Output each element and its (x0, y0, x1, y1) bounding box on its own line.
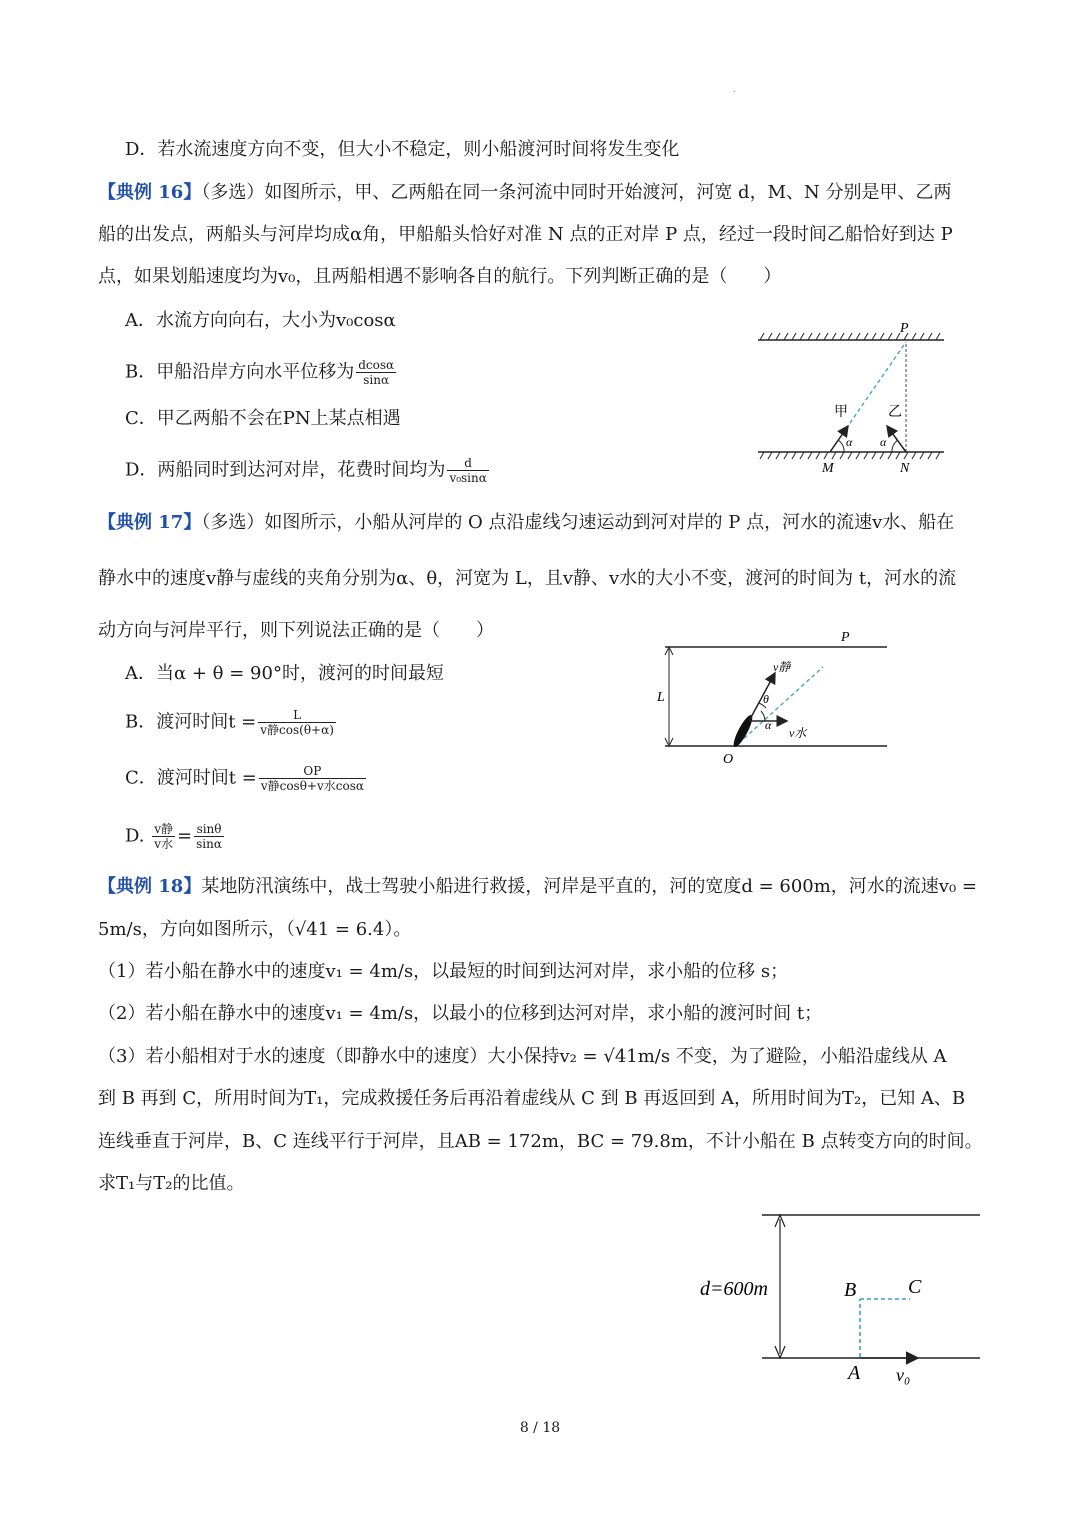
label-n: N (900, 461, 910, 476)
fraction-numerator: d (447, 456, 488, 471)
equals-sign: = (177, 825, 193, 847)
label-d: d=600m (700, 1278, 768, 1300)
bottom-bank-hatch (760, 452, 940, 459)
label-l: L (657, 690, 665, 705)
fraction-denominator: sinα (363, 373, 390, 387)
label-m: M (822, 461, 834, 476)
label-c: C (908, 1276, 922, 1298)
example-16-line-3: 点，如果划船速度均为v₀，且两船相遇不影响各自的航行。下列判断正确的是（ ） (98, 266, 782, 287)
example-18-question-1: （1）若小船在静水中的速度v₁ = 4m/s，以最短的时间到达河对岸，求小船的位移 s； (98, 961, 789, 982)
option-b-text: B．甲船沿岸方向水平位移为 (125, 361, 355, 383)
label-a: A (848, 1362, 861, 1384)
example-16-option-a: A．水流方向向右，大小为v₀cosα (125, 310, 396, 331)
option-d-left-fraction (152, 822, 175, 851)
option-c-fraction (259, 764, 366, 793)
option-b-fraction (258, 708, 336, 737)
label-b: B (844, 1279, 857, 1301)
label-v-still: v静 (773, 660, 791, 674)
example-18-question-3-line-3: 连线垂直于河岸，B、C 连线平行于河岸，且AB = 172m，BC = 79.8m，不计小船在 B 点转变方向的时间。 (98, 1131, 983, 1152)
example-16-text-1: （多选）如图所示，甲、乙两船在同一条河流中同时开始渡河，河宽 d，M、N 分别是甲、乙两 (201, 182, 952, 203)
example-17-line-2: 静水中的速度v静与虚线的夹角分别为α、θ，河宽为 L，且v静、v水的大小不变，渡河的时间为 t，河水的流 (98, 568, 957, 589)
option-c-text: C．渡河时间t = (125, 767, 257, 789)
fraction-denominator: v静cos(θ+α) (260, 723, 334, 737)
example-17-tag: 【典例 17】 (98, 512, 202, 533)
example-18-question-3-line-1: （3）若小船相对于水的速度（即静水中的速度）大小保持v₂ = √41m/s 不变，为了避险，小船沿虚线从 A (98, 1046, 947, 1067)
label-p: P (900, 321, 909, 336)
example-17-option-a: A．当α + θ = 90°时，渡河的时间最短 (125, 663, 444, 684)
fraction-numerator: dcosα (358, 358, 395, 372)
example-17-line-1 (98, 512, 954, 534)
top-bank-hatch (760, 333, 940, 340)
example-18-line-2: 5m/s，方向如图所示，（√41 = 6.4）。 (98, 919, 412, 940)
example-16-option-b (125, 358, 398, 387)
example-17-option-d (125, 822, 226, 851)
example-16-option-c: C．甲乙两船不会在PN上某点相遇 (125, 408, 401, 429)
figure-16-river-diagram (750, 318, 950, 478)
option-d-prev: D．若水流速度方向不变，但大小不稳定，则小船渡河时间将发生变化 (125, 139, 680, 160)
label-alpha-m: α (846, 435, 853, 449)
fraction-numerator: sinθ (194, 822, 224, 837)
option-d-right-fraction (194, 822, 224, 851)
example-18-question-2: （2）若小船在静水中的速度v₁ = 4m/s，以最小的位移到达河对岸，求小船的渡河时间 t； (98, 1003, 823, 1024)
option-d-text: D. (125, 825, 145, 847)
fraction-numerator: OP (259, 764, 366, 779)
label-p: P (841, 630, 850, 645)
option-d-text: D．两船同时到达河对岸，花费时间均为 (125, 459, 446, 481)
example-16-option-d (125, 456, 491, 485)
example-18-line-1 (98, 876, 977, 898)
example-17-text-1: （多选）如图所示，小船从河岸的 O 点沿虚线匀速运动到河对岸的 P 点，河水的流速v水、船在 (201, 512, 955, 533)
option-d-fraction (447, 456, 488, 485)
example-17-option-c (125, 764, 368, 793)
example-17-option-b (125, 708, 338, 737)
fraction-denominator: sinα (196, 837, 222, 851)
figure-18-river-diagram (690, 1205, 990, 1395)
example-18-tag: 【典例 18】 (98, 876, 202, 897)
header-mark: . (733, 84, 737, 95)
fraction-denominator: v静cosθ+v水cosα (260, 779, 364, 793)
fraction-numerator: v静 (154, 822, 174, 836)
label-v-water: v水 (789, 726, 807, 740)
page-number: 8 / 18 (519, 1420, 561, 1436)
figure-17-river-diagram (655, 625, 895, 770)
label-alpha: α (765, 718, 772, 732)
example-18-question-3-line-4: 求T₁与T₂的比值。 (98, 1173, 245, 1194)
label-o: O (723, 752, 734, 767)
example-16-tag: 【典例 16】 (98, 182, 202, 203)
example-18-question-3-line-2: 到 B 再到 C，所用时间为T₁，完成救援任务后再沿着虚线从 C 到 B 再返回到 A，所用时间为T₂，已知 A、B (98, 1088, 966, 1109)
label-jia: 甲 (834, 405, 848, 420)
path-o-to-p (739, 667, 823, 743)
angle-arc-m (838, 440, 844, 452)
example-16-line-2: 船的出发点，两船头与河岸均成α角，甲船船头恰好对准 N 点的正对岸 P 点，经过一段时间乙船恰好到达 P (98, 224, 953, 245)
example-18-text-1: 某地防汛演练中，战士驾驶小船进行救援，河岸是平直的，河的宽度d = 600m，河水的流速v₀ = (201, 876, 977, 897)
arrow-yi (887, 426, 906, 452)
option-b-fraction (356, 358, 396, 387)
label-alpha-n: α (880, 435, 887, 449)
label-yi: 乙 (888, 405, 902, 420)
example-16-line-1 (98, 182, 951, 204)
fraction-denominator: v₀sinα (449, 471, 487, 485)
example-17-line-3: 动方向与河岸平行，则下列说法正确的是（ ） (98, 620, 494, 641)
label-v0: v₀ (896, 1365, 911, 1385)
angle-arc-n (892, 440, 898, 452)
fraction-numerator: L (258, 708, 336, 723)
label-theta: θ (763, 692, 769, 706)
option-b-text: B．渡河时间t = (125, 711, 257, 733)
fraction-denominator: v水 (154, 837, 174, 851)
